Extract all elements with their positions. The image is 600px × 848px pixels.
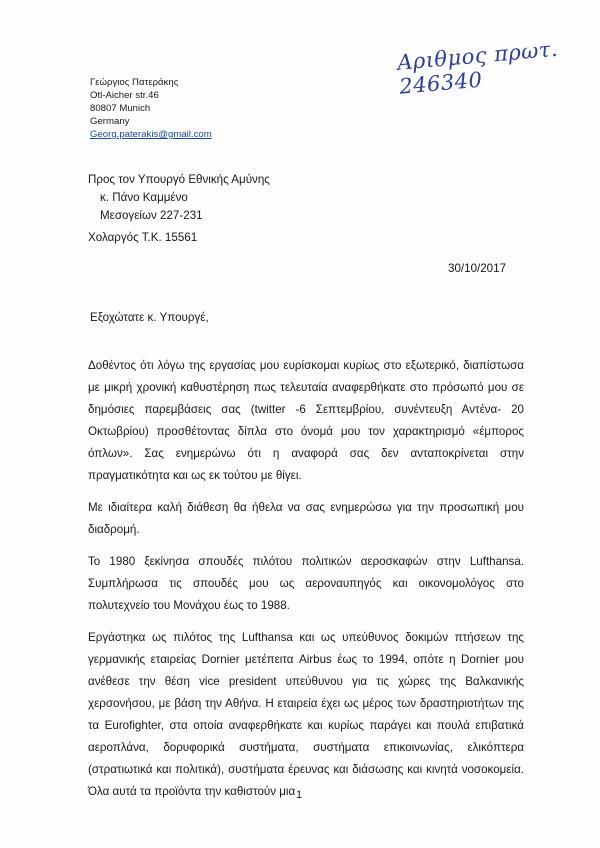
sender-country: Germany [90, 116, 130, 127]
recipient-line-2: κ. Πάνο Καμμένο [100, 191, 188, 204]
sender-postcode-city: 80807 Munich [90, 103, 151, 114]
handwritten-protocol-number: Αριθμος πρωτ. 246340 [396, 36, 559, 99]
page-number: 1 [296, 789, 303, 801]
body-paragraph: Με ιδιαίτερα καλή διάθεση θα ήθελα να σας ενημερώσω για την προσωπική μου διαδρομή. [88, 501, 524, 536]
letter-date: 30/10/2017 [448, 262, 507, 275]
recipient-address-block [88, 171, 270, 225]
salutation: Εξοχώτατε κ. Υπουργέ, [90, 311, 209, 324]
sender-street: Otl-Aicher str.46 [90, 90, 159, 101]
recipient-line-3: Μεσογείων 227-231 [100, 209, 203, 222]
recipient-line-1: Προς τον Υπουργό Εθνικής Αμύνης [88, 173, 270, 186]
body-paragraph: Δοθέντος ότι λόγω της εργασίας μου ευρίσκομαι κυρίως στο εξωτερικό, διαπίστωσα με μικρή χρονική καθυστέρηση πως τελευταία αναφερθήκατε στο πρόσωπό μου σε δημόσιες παρεμβάσεις σας (twitter -6 Σεπτεμβρίου, συνέντευξη Αντένα- 20 Οκτωβρίου) προσθέτοντας δίπλα στο όνομά μου τον χαρακτηρισμό «έμπορος όπλων». Σας ενημερώνω ότι η αναφορά σας δεν ανταποκρίνεται στην πραγματικότητα και ως εκ τούτου με θίγει. [88, 359, 524, 482]
letter-body [88, 355, 524, 813]
recipient-city: Χολαργός Τ.Κ. 15561 [88, 231, 198, 244]
body-paragraph: Το 1980 ξεκίνησα σπουδές πιλότου πολιτικών αεροσκαφών στην Lufthansa. Συμπλήρωσα τις σπουδές μου ως αεροναυπηγός και οικονομολόγος στο πολυτεχνείο του Μονάχου έως το 1988. [88, 555, 524, 612]
sender-name: Γεώργιος Πατεράκης [90, 77, 179, 88]
sender-address-block [90, 76, 212, 141]
body-paragraph: Εργάστηκα ως πιλότος της Lufthansa και ως υπεύθυνος δοκιμών πτήσεων της γερμανικής εταιρείας Dornier μετέπειτα Airbus έως το 1994, οπότε η Dornier μου ανέθεσε την θέση vice president υπεύθυνου για τις χώρες της Βαλκανικής χερσονήσου, με βάση την Αθήνα. Η εταιρεία έχει ως μέρος των δραστηριοτήτων της τα Eurofighter, στα οποία αναφερθήκατε και κυρίως παράγει και πουλά επιβατικά αεροπλάνα, δορυφορικά συστήματα, συστήματα επικοινωνίας, ελικόπτερα (στρατιωτικά και πολιτικά), συστήματα έρευνας και διάσωσης και κινητά νοσοκομεία. Όλα αυτά τα προϊόντα την καθιστούν μια [88, 631, 524, 798]
sender-email-link[interactable]: Georg.paterakis@gmail.com [90, 129, 212, 140]
